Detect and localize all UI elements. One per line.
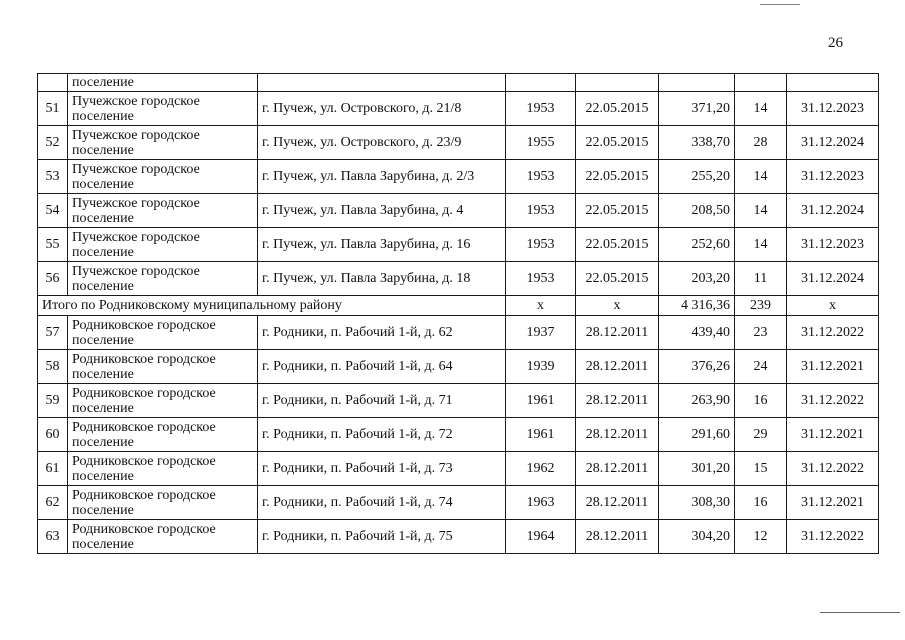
cell-residents: 14 bbox=[735, 160, 787, 194]
cell-residents bbox=[735, 74, 787, 92]
table-row bbox=[38, 228, 879, 262]
cell-deadline bbox=[787, 74, 879, 92]
total-date: х bbox=[576, 296, 659, 316]
cell-year: 1953 bbox=[506, 228, 576, 262]
cell-address: г. Пучеж, ул. Островского, д. 23/9 bbox=[258, 126, 506, 160]
municipality-line: поселение bbox=[72, 278, 134, 294]
cell-address: г. Родники, п. Рабочий 1-й, д. 62 bbox=[258, 316, 506, 350]
municipality-line: Пучежское городское bbox=[72, 195, 200, 211]
municipality-line: Родниковское городское bbox=[72, 521, 216, 537]
cell-year bbox=[506, 74, 576, 92]
cell-residents: 16 bbox=[735, 486, 787, 520]
cell-deadline: 31.12.2024 bbox=[787, 126, 879, 160]
cell-deadline: 31.12.2023 bbox=[787, 92, 879, 126]
cell-municipality bbox=[68, 262, 258, 296]
total-year: х bbox=[506, 296, 576, 316]
table-row bbox=[38, 384, 879, 418]
cell-num: 52 bbox=[38, 126, 68, 160]
table-row bbox=[38, 418, 879, 452]
cell-address bbox=[258, 74, 506, 92]
cell-deadline: 31.12.2022 bbox=[787, 384, 879, 418]
total-label: Итого по Родниковскому муниципальному району bbox=[38, 296, 506, 316]
cell-residents: 24 bbox=[735, 350, 787, 384]
cell-deadline: 31.12.2024 bbox=[787, 194, 879, 228]
municipality-line: Родниковское городское bbox=[72, 487, 216, 503]
cell-municipality bbox=[68, 350, 258, 384]
cell-address: г. Пучеж, ул. Павла Зарубина, д. 16 bbox=[258, 228, 506, 262]
cell-municipality bbox=[68, 486, 258, 520]
municipality-line: поселение bbox=[72, 400, 134, 416]
cell-residents: 14 bbox=[735, 228, 787, 262]
municipality-line: поселение bbox=[72, 176, 134, 192]
cell-num: 60 bbox=[38, 418, 68, 452]
cell-area: 304,20 bbox=[659, 520, 735, 554]
cell-address: г. Родники, п. Рабочий 1-й, д. 75 bbox=[258, 520, 506, 554]
cell-year: 1953 bbox=[506, 194, 576, 228]
cell-area: 439,40 bbox=[659, 316, 735, 350]
cell-municipality bbox=[68, 316, 258, 350]
cell-address: г. Пучеж, ул. Островского, д. 21/8 bbox=[258, 92, 506, 126]
cell-year: 1964 bbox=[506, 520, 576, 554]
municipality-line: поселение bbox=[72, 366, 134, 382]
cell-deadline: 31.12.2023 bbox=[787, 160, 879, 194]
cell-municipality bbox=[68, 194, 258, 228]
cell-municipality bbox=[68, 92, 258, 126]
cell-address: г. Родники, п. Рабочий 1-й, д. 74 bbox=[258, 486, 506, 520]
cell-date: 28.12.2011 bbox=[576, 520, 659, 554]
cell-num: 62 bbox=[38, 486, 68, 520]
scan-mark-bottom bbox=[820, 612, 900, 613]
cell-address: г. Пучеж, ул. Павла Зарубина, д. 18 bbox=[258, 262, 506, 296]
cell-municipality bbox=[68, 452, 258, 486]
cell-year: 1961 bbox=[506, 418, 576, 452]
cell-residents: 29 bbox=[735, 418, 787, 452]
municipality-line: Родниковское городское bbox=[72, 453, 216, 469]
cell-area: 371,20 bbox=[659, 92, 735, 126]
continued-row bbox=[38, 74, 879, 92]
cell-deadline: 31.12.2021 bbox=[787, 418, 879, 452]
cell-area: 338,70 bbox=[659, 126, 735, 160]
municipality-line: Пучежское городское bbox=[72, 229, 200, 245]
cell-num: 59 bbox=[38, 384, 68, 418]
municipality-line: поселение bbox=[72, 332, 134, 348]
cell-address: г. Пучеж, ул. Павла Зарубина, д. 2/3 bbox=[258, 160, 506, 194]
municipality-line: Пучежское городское bbox=[72, 161, 200, 177]
municipality-line: поселение bbox=[72, 108, 134, 124]
cell-municipality: поселение bbox=[68, 74, 258, 92]
cell-deadline: 31.12.2021 bbox=[787, 486, 879, 520]
table-row bbox=[38, 126, 879, 160]
municipality-line: Пучежское городское bbox=[72, 127, 200, 143]
cell-date: 22.05.2015 bbox=[576, 92, 659, 126]
total-deadline: х bbox=[787, 296, 879, 316]
cell-num: 61 bbox=[38, 452, 68, 486]
municipality-line: поселение bbox=[72, 434, 134, 450]
cell-address: г. Пучеж, ул. Павла Зарубина, д. 4 bbox=[258, 194, 506, 228]
cell-year: 1963 bbox=[506, 486, 576, 520]
cell-date: 28.12.2011 bbox=[576, 486, 659, 520]
cell-num: 58 bbox=[38, 350, 68, 384]
cell-residents: 14 bbox=[735, 92, 787, 126]
cell-residents: 23 bbox=[735, 316, 787, 350]
cell-date: 22.05.2015 bbox=[576, 194, 659, 228]
cell-residents: 14 bbox=[735, 194, 787, 228]
cell-residents: 11 bbox=[735, 262, 787, 296]
cell-deadline: 31.12.2022 bbox=[787, 520, 879, 554]
cell-area: 208,50 bbox=[659, 194, 735, 228]
cell-residents: 12 bbox=[735, 520, 787, 554]
cell-date: 22.05.2015 bbox=[576, 160, 659, 194]
cell-year: 1953 bbox=[506, 92, 576, 126]
cell-num: 55 bbox=[38, 228, 68, 262]
cell-date: 22.05.2015 bbox=[576, 228, 659, 262]
municipality-line: Пучежское городское bbox=[72, 263, 200, 279]
cell-address: г. Родники, п. Рабочий 1-й, д. 71 bbox=[258, 384, 506, 418]
cell-num: 54 bbox=[38, 194, 68, 228]
municipality-line: Родниковское городское bbox=[72, 351, 216, 367]
cell-residents: 15 bbox=[735, 452, 787, 486]
page-number: 26 bbox=[828, 35, 843, 51]
table-body bbox=[38, 74, 879, 554]
cell-area: 203,20 bbox=[659, 262, 735, 296]
table-row bbox=[38, 350, 879, 384]
cell-address: г. Родники, п. Рабочий 1-й, д. 64 bbox=[258, 350, 506, 384]
cell-municipality bbox=[68, 228, 258, 262]
cell-num bbox=[38, 74, 68, 92]
cell-deadline: 31.12.2022 bbox=[787, 316, 879, 350]
cell-area: 255,20 bbox=[659, 160, 735, 194]
municipality-line: Родниковское городское bbox=[72, 317, 216, 333]
cell-area: 252,60 bbox=[659, 228, 735, 262]
cell-num: 53 bbox=[38, 160, 68, 194]
cell-year: 1937 bbox=[506, 316, 576, 350]
cell-area: 376,26 bbox=[659, 350, 735, 384]
scan-mark-top bbox=[760, 4, 800, 5]
cell-year: 1953 bbox=[506, 160, 576, 194]
cell-area: 263,90 bbox=[659, 384, 735, 418]
cell-municipality bbox=[68, 418, 258, 452]
cell-date: 22.05.2015 bbox=[576, 126, 659, 160]
cell-year: 1962 bbox=[506, 452, 576, 486]
housing-registry-table bbox=[37, 73, 879, 554]
cell-address: г. Родники, п. Рабочий 1-й, д. 73 bbox=[258, 452, 506, 486]
cell-year: 1961 bbox=[506, 384, 576, 418]
cell-deadline: 31.12.2022 bbox=[787, 452, 879, 486]
municipality-line: поселение bbox=[72, 142, 134, 158]
cell-area bbox=[659, 74, 735, 92]
total-residents: 239 bbox=[735, 296, 787, 316]
cell-num: 57 bbox=[38, 316, 68, 350]
total-row bbox=[38, 296, 879, 316]
cell-date: 28.12.2011 bbox=[576, 452, 659, 486]
cell-date: 28.12.2011 bbox=[576, 384, 659, 418]
cell-deadline: 31.12.2023 bbox=[787, 228, 879, 262]
cell-area: 301,20 bbox=[659, 452, 735, 486]
table-row bbox=[38, 486, 879, 520]
cell-area: 291,60 bbox=[659, 418, 735, 452]
cell-date bbox=[576, 74, 659, 92]
cell-date: 28.12.2011 bbox=[576, 350, 659, 384]
table-row bbox=[38, 160, 879, 194]
cell-municipality bbox=[68, 160, 258, 194]
cell-residents: 16 bbox=[735, 384, 787, 418]
municipality-line: поселение bbox=[72, 536, 134, 552]
table-row bbox=[38, 316, 879, 350]
cell-year: 1953 bbox=[506, 262, 576, 296]
municipality-line: Родниковское городское bbox=[72, 385, 216, 401]
cell-date: 28.12.2011 bbox=[576, 418, 659, 452]
cell-area: 308,30 bbox=[659, 486, 735, 520]
cell-year: 1939 bbox=[506, 350, 576, 384]
cell-date: 28.12.2011 bbox=[576, 316, 659, 350]
cell-num: 51 bbox=[38, 92, 68, 126]
table-row bbox=[38, 262, 879, 296]
municipality-line: Пучежское городское bbox=[72, 93, 200, 109]
cell-deadline: 31.12.2021 bbox=[787, 350, 879, 384]
cell-address: г. Родники, п. Рабочий 1-й, д. 72 bbox=[258, 418, 506, 452]
municipality-line: поселение bbox=[72, 502, 134, 518]
cell-date: 22.05.2015 bbox=[576, 262, 659, 296]
municipality-line: поселение bbox=[72, 468, 134, 484]
cell-municipality bbox=[68, 520, 258, 554]
cell-deadline: 31.12.2024 bbox=[787, 262, 879, 296]
cell-year: 1955 bbox=[506, 126, 576, 160]
table-row bbox=[38, 452, 879, 486]
cell-municipality bbox=[68, 384, 258, 418]
cell-num: 63 bbox=[38, 520, 68, 554]
table-row bbox=[38, 194, 879, 228]
municipality-line: Родниковское городское bbox=[72, 419, 216, 435]
cell-municipality bbox=[68, 126, 258, 160]
table-row bbox=[38, 520, 879, 554]
table-row bbox=[38, 92, 879, 126]
municipality-line: поселение bbox=[72, 210, 134, 226]
cell-residents: 28 bbox=[735, 126, 787, 160]
cell-num: 56 bbox=[38, 262, 68, 296]
municipality-line: поселение bbox=[72, 244, 134, 260]
total-area: 4 316,36 bbox=[659, 296, 735, 316]
